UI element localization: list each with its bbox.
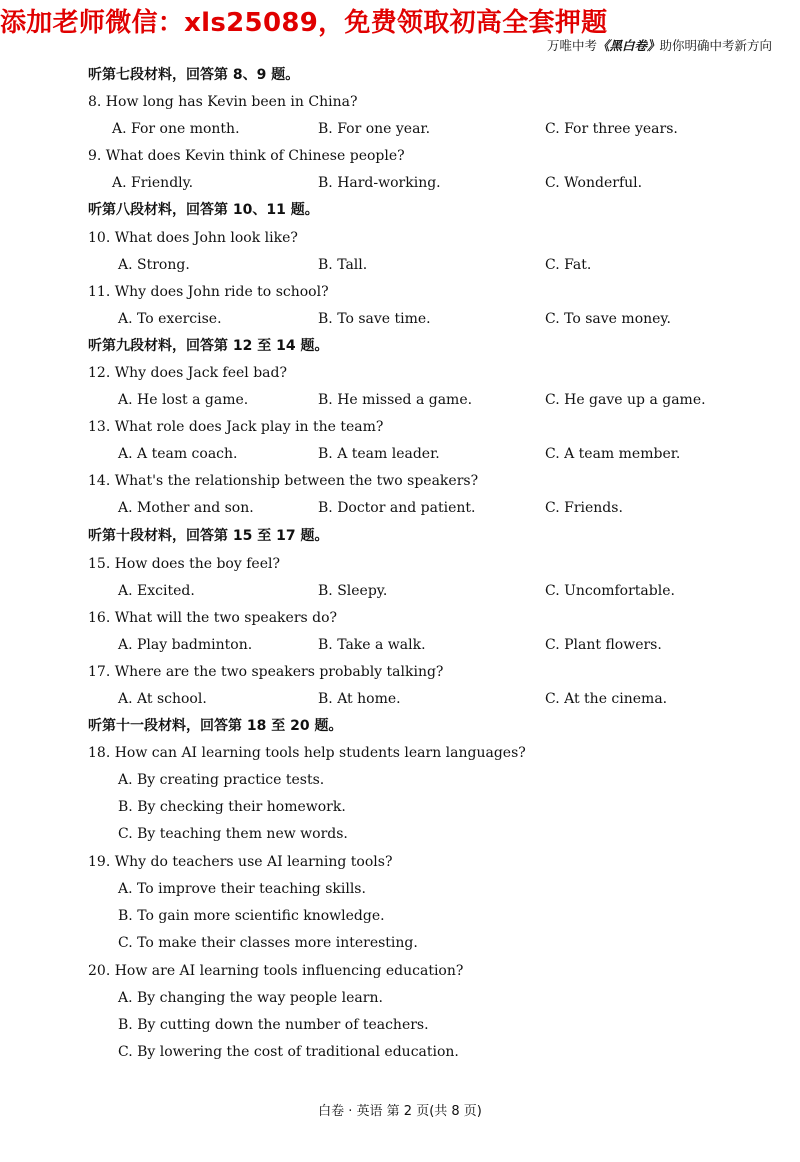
question-9: 9. What does Kevin think of Chinese people? xyxy=(88,148,405,164)
q14-option-a: A. Mother and son. xyxy=(118,500,254,516)
q18-option-a: A. By creating practice tests. xyxy=(118,772,325,788)
header-brand: 万唯中考 xyxy=(546,38,597,53)
question-14: 14. What's the relationship between the two speakers? xyxy=(88,473,479,489)
q19-option-c: C. To make their classes more interesting. xyxy=(118,935,418,951)
section-heading-11: 听第十一段材料，回答第 18 至 20 题。 xyxy=(88,718,343,734)
q11-option-c: C. To save money. xyxy=(545,311,671,327)
q15-option-a: A. Excited. xyxy=(118,583,195,599)
q20-option-c: C. By lowering the cost of traditional education. xyxy=(118,1044,459,1060)
q17-option-a: A. At school. xyxy=(118,691,207,707)
question-18: 18. How can AI learning tools help students learn languages? xyxy=(88,745,526,761)
page-header xyxy=(547,36,772,54)
question-19: 19. Why do teachers use AI learning tools? xyxy=(88,854,393,870)
q11-option-b: B. To save time. xyxy=(318,311,431,327)
question-16: 16. What will the two speakers do? xyxy=(88,610,338,626)
section-heading-9: 听第九段材料，回答第 12 至 14 题。 xyxy=(88,338,329,354)
q8-option-b: B. For one year. xyxy=(318,121,431,137)
q14-option-c: C. Friends. xyxy=(545,500,623,516)
q17-option-b: B. At home. xyxy=(318,691,401,707)
q9-option-b: B. Hard-working. xyxy=(318,175,441,191)
q19-option-b: B. To gain more scientific knowledge. xyxy=(118,908,385,924)
q10-option-b: B. Tall. xyxy=(318,257,368,273)
q18-option-c: C. By teaching them new words. xyxy=(118,826,348,842)
q13-option-b: B. A team leader. xyxy=(318,446,440,462)
q8-option-c: C. For three years. xyxy=(545,121,678,137)
header-slogan: 助你明确中考新方向 xyxy=(659,38,772,53)
q15-option-c: C. Uncomfortable. xyxy=(545,583,675,599)
question-11: 11. Why does John ride to school? xyxy=(88,284,329,300)
q17-option-c: C. At the cinema. xyxy=(545,691,668,707)
question-8: 8. How long has Kevin been in China? xyxy=(88,94,358,110)
question-15: 15. How does the boy feel? xyxy=(88,556,280,572)
q13-option-c: C. A team member. xyxy=(545,446,681,462)
watermark-banner: 添加老师微信：xls25089，免费领取初高全套押题 xyxy=(0,8,608,38)
section-heading-8: 听第八段材料，回答第 10、11 题。 xyxy=(88,202,319,218)
q13-option-a: A. A team coach. xyxy=(118,446,238,462)
question-12: 12. Why does Jack feel bad? xyxy=(88,365,287,381)
q12-option-c: C. He gave up a game. xyxy=(545,392,706,408)
q16-option-a: A. Play badminton. xyxy=(118,637,253,653)
page-footer: 白卷 · 英语 第 2 页(共 8 页) xyxy=(318,1104,482,1119)
question-13: 13. What role does Jack play in the team? xyxy=(88,419,384,435)
section-heading-7: 听第七段材料，回答第 8、9 题。 xyxy=(88,67,300,83)
q9-option-a: A. Friendly. xyxy=(112,175,194,191)
section-heading-10: 听第十段材料，回答第 15 至 17 题。 xyxy=(88,528,329,544)
q20-option-a: A. By changing the way people learn. xyxy=(118,990,383,1006)
q18-option-b: B. By checking their homework. xyxy=(118,799,346,815)
question-17: 17. Where are the two speakers probably talking? xyxy=(88,664,444,680)
q12-option-b: B. He missed a game. xyxy=(318,392,473,408)
q16-option-c: C. Plant flowers. xyxy=(545,637,662,653)
q11-option-a: A. To exercise. xyxy=(118,311,222,327)
q16-option-b: B. Take a walk. xyxy=(318,637,426,653)
q15-option-b: B. Sleepy. xyxy=(318,583,388,599)
q12-option-a: A. He lost a game. xyxy=(118,392,249,408)
q14-option-b: B. Doctor and patient. xyxy=(318,500,476,516)
q10-option-c: C. Fat. xyxy=(545,257,592,273)
q8-option-a: A. For one month. xyxy=(112,121,240,137)
q10-option-a: A. Strong. xyxy=(118,257,190,273)
question-10: 10. What does John look like? xyxy=(88,230,298,246)
q20-option-b: B. By cutting down the number of teachers. xyxy=(118,1017,429,1033)
question-20: 20. How are AI learning tools influencing education? xyxy=(88,963,464,979)
q9-option-c: C. Wonderful. xyxy=(545,175,643,191)
header-book-title: 《黑白卷》 xyxy=(596,38,660,53)
q19-option-a: A. To improve their teaching skills. xyxy=(118,881,366,897)
